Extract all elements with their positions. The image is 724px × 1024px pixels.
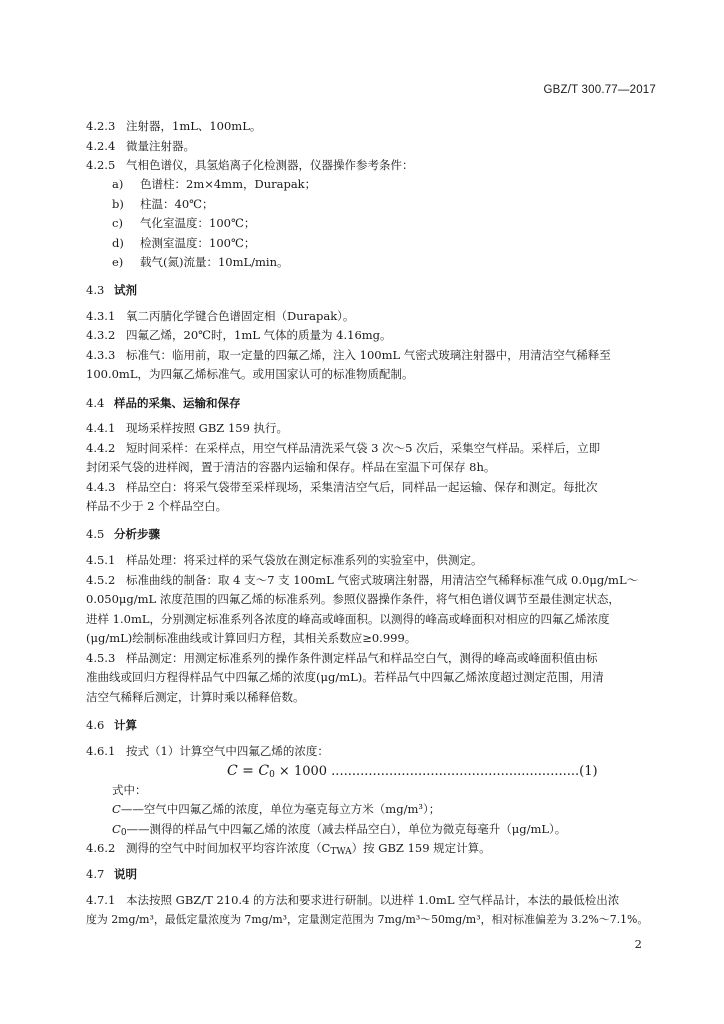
clause-4-2-5: 4.2.5 气相色谱仪，具氢焰离子化检测器，仪器操作参考条件：: [86, 158, 414, 172]
clause-4-6-2: 4.6.2 测得的空气中时间加权平均容许浓度（CTWA）按 GBZ 159 规定计算。: [86, 841, 491, 857]
document-body: [86, 0, 656, 1024]
clause-4-7-1: 4.7.1 本法按照 GBZ/T 210.4 的方法和要求进行研制。以进样 1.0mL 空气样品计，本法的最低检出浓: [86, 893, 620, 907]
condition-item: c) 气化室温度：100℃；: [112, 216, 256, 230]
section-heading-4-7: 4.7 说明: [86, 867, 137, 881]
clause-4-3-1: 4.3.1 氧二丙腈化学键合色谱固定相（Durapak）。: [86, 309, 355, 323]
clause-4-3-3: 4.3.3 标准气：临用前，取一定量的四氟乙烯，注入 100mL 气密式玻璃注射器中，用清洁空气稀释至: [86, 348, 611, 362]
clause-4-5-2-cont: (μg/mL)绘制标准曲线或计算回归方程，其相关系数应≥0.999。: [86, 631, 417, 645]
section-heading-4-5: 4.5 分析步骤: [86, 527, 160, 541]
clause-4-7-1-cont: 度为 2mg/m³，最低定量浓度为 7mg/m³，定量测定范围为 7mg/m³～50mg/m³，相对标准偏差为 3.2%～7.1%。: [86, 913, 649, 926]
section-heading-4-4: 4.4 样品的采集、运输和保存: [86, 396, 241, 410]
clause-4-2-3: 4.2.3 注射器，1mL、100mL。: [86, 119, 262, 133]
clause-4-6-1: 4.6.1 按式（1）计算空气中四氟乙烯的浓度：: [86, 744, 329, 758]
clause-4-3-2: 4.3.2 四氟乙烯，20℃时，1mL 气体的质量为 4.16mg。: [86, 328, 392, 342]
page-number: 2: [634, 937, 642, 951]
clause-4-5-2-cont: 0.050μg/mL 浓度范围的四氟乙烯的标准系列。参照仪器操作条件，将气相色谱仪调节至最佳测定状态，: [86, 592, 620, 606]
section-heading-4-6: 4.6 计算: [86, 718, 137, 732]
condition-item: d) 检测室温度：100℃；: [112, 236, 256, 250]
clause-4-5-2: 4.5.2 标准曲线的制备：取 4 支～7 支 100mL 气密式玻璃注射器，用清洁空气稀释标准气成 0.0μg/mL～: [86, 573, 639, 587]
standard-code: GBZ/T 300.77—2017: [543, 84, 656, 96]
where-c0: C0——测得的样品气中四氟乙烯的浓度（减去样品空白），单位为微克每毫升（μg/mL）。: [112, 822, 567, 838]
condition-item: e) 载气(氮)流量：10mL/min。: [112, 255, 289, 269]
clause-4-2-4: 4.2.4 微量注射器。: [86, 139, 195, 153]
clause-4-4-3-cont: 样品不少于 2 个样品空白。: [86, 499, 228, 513]
condition-item: b) 柱温：40℃；: [112, 197, 214, 211]
where-c: C——空气中四氟乙烯的浓度，单位为毫克每立方米（mg/m³）；: [112, 802, 441, 816]
clause-4-4-1: 4.4.1 现场采样按照 GBZ 159 执行。: [86, 421, 289, 435]
where-label: 式中：: [112, 783, 147, 797]
clause-4-5-3: 4.5.3 样品测定：用测定标准系列的操作条件测定样品气和样品空白气，测得的峰高或峰面积值由标: [86, 651, 598, 665]
clause-4-5-3-cont: 准曲线或回归方程得样品气中四氟乙烯的浓度(μg/mL)。若样品气中四氟乙烯浓度超过测定范围，用清: [86, 670, 604, 684]
clause-4-3-3-cont: 100.0mL，为四氟乙烯标准气。或用国家认可的标准物质配制。: [86, 367, 414, 381]
clause-4-4-3: 4.4.3 样品空白：将采气袋带至采样现场，采集清洁空气后，同样品一起运输、保存和测定。每批次: [86, 480, 598, 494]
clause-4-5-2-cont: 进样 1.0mL，分别测定标准系列各浓度的峰高或峰面积。以测得的峰高或峰面积对相应的四氟乙烯浓度: [86, 612, 610, 626]
clause-4-4-2-cont: 封闭采气袋的进样阀，置于清洁的容器内运输和保存。样品在室温下可保存 8h。: [86, 460, 496, 474]
clause-4-4-2: 4.4.2 短时间采样：在采样点，用空气样品清洗采气袋 3 次～5 次后，采集空气样品。采样后，立即: [86, 441, 601, 455]
clause-4-5-3-cont: 洁空气稀释后测定，计算时乘以稀释倍数。: [86, 690, 305, 704]
equation-1: C = C0 × 1000 ............................................................(1): [227, 763, 598, 780]
condition-item: a) 色谱柱：2m×4mm，Durapak；: [112, 177, 317, 191]
clause-4-5-1: 4.5.1 样品处理：将采过样的采气袋放在测定标准系列的实验室中，供测定。: [86, 553, 483, 567]
section-heading-4-3: 4.3 试剂: [86, 283, 137, 297]
